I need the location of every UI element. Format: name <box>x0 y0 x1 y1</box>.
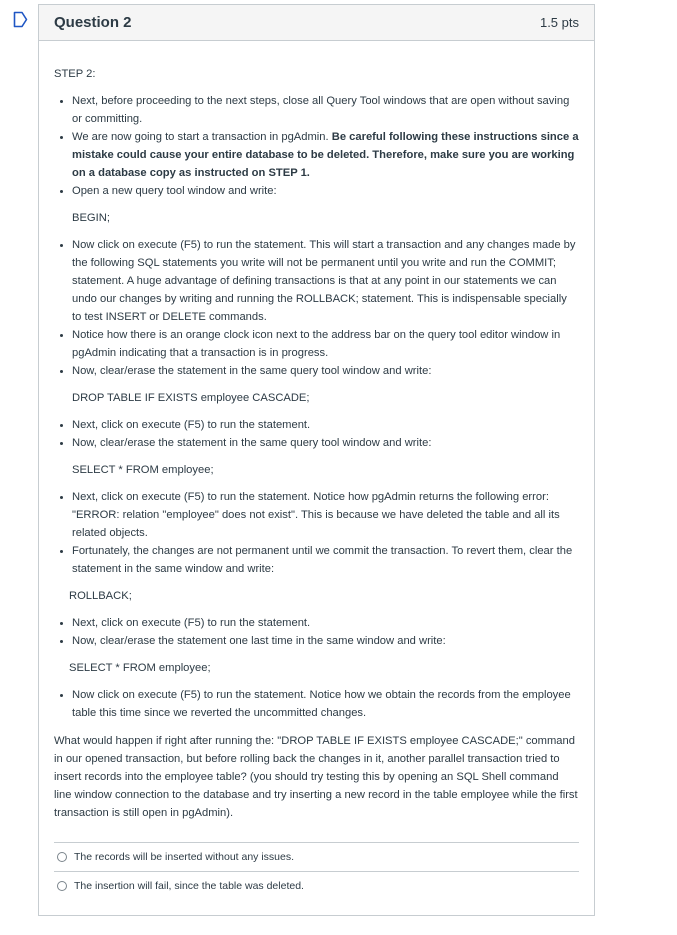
question-points: 1.5 pts <box>539 15 579 30</box>
question-header <box>39 5 594 41</box>
sql-drop-table: DROP TABLE IF EXISTS employee CASCADE; <box>72 392 310 404</box>
instruction-item: • Notice how there is an orange clock icon next to the address bar on the query tool editor window in pgAdmin indicating that a transaction is in progress. <box>72 326 579 362</box>
instruction-item: • Now, clear/erase the statement in the same query tool window and write: <box>72 434 579 452</box>
instruction-item: • Next, click on execute (F5) to run the statement. <box>72 614 579 632</box>
answer-label: The insertion will fail, since the table was deleted. <box>74 880 304 892</box>
answer-list <box>54 842 579 900</box>
radio-icon[interactable] <box>57 881 67 891</box>
sql-select-1: SELECT * FROM employee; <box>72 464 214 476</box>
instruction-list <box>54 614 579 650</box>
sql-rollback: ROLLBACK; <box>69 590 132 602</box>
instruction-item: • Now, clear/erase the statement in the same query tool window and write: <box>72 362 579 380</box>
instruction-item <box>72 92 579 128</box>
sql-begin: BEGIN; <box>72 212 110 224</box>
instruction-item <box>72 128 579 182</box>
instruction-item: • Fortunately, the changes are not permanent until we commit the transaction. To revert them, clear the statement in the same window and write: <box>72 542 579 578</box>
instruction-list <box>54 236 579 380</box>
instruction-list <box>54 416 579 452</box>
instruction-item: • Now click on execute (F5) to run the statement. This will start a transaction and any changes made by the following SQL statements you write will not be permanent until you write and run the COMMIT; statement. A huge advantage of defining transactions is that at any point in our statements we can undo our changes by writing and running the ROLLBACK; statement. This is indispensable specially to test INSERT or DELETE commands. <box>72 236 579 326</box>
radio-icon[interactable] <box>57 852 67 862</box>
instruction-text: Next, before proceeding to the next steps, close all Query Tool windows that are open without saving or committing. <box>72 95 570 125</box>
instruction-item: • Now click on execute (F5) to run the statement. Notice how we obtain the records from the employee table this time since we reverted the uncommitted changes. <box>72 686 579 722</box>
instruction-warning: Be careful following these instructions since a mistake could cause your entire database to be deleted. Therefore, make sure you are working on a database copy as instructed on STEP 1. <box>72 131 579 179</box>
answer-option-1[interactable] <box>54 842 579 871</box>
sql-select-2: SELECT * FROM employee; <box>69 662 211 674</box>
step-label: STEP 2: <box>54 68 96 80</box>
instruction-list <box>54 92 579 200</box>
question-body <box>39 41 594 900</box>
answer-option-2[interactable] <box>54 871 579 900</box>
question-title: Question 2 <box>54 14 132 31</box>
instruction-list <box>54 488 579 578</box>
instruction-text: We are now going to start a transaction in pgAdmin. <box>72 131 332 143</box>
instruction-item <box>72 182 579 200</box>
instruction-text: Open a new query tool window and write: <box>72 185 277 197</box>
question-card <box>38 4 595 916</box>
answer-label: The records will be inserted without any issues. <box>74 851 295 863</box>
instruction-item: • Now, clear/erase the statement one last time in the same window and write: <box>72 632 579 650</box>
closing-question: What would happen if right after running the: "DROP TABLE IF EXISTS employee CASCADE;" command in our opened transaction, but before rolling back the changes in it, another parallel transaction tried to insert records into the employee table? (you should try testing this by opening an SQL Shell command line window connection to the database and try inserting a new record in the table employee while the first transaction is still open in pgAdmin). <box>54 735 578 819</box>
instruction-item: • Next, click on execute (F5) to run the statement. Notice how pgAdmin returns the following error: "ERROR: relation "employee" does not exist". This is because we have deleted the table and all its related objects. <box>72 488 579 542</box>
instruction-list <box>54 686 579 722</box>
instruction-item: • Next, click on execute (F5) to run the statement. <box>72 416 579 434</box>
flag-question-icon[interactable] <box>13 11 28 28</box>
